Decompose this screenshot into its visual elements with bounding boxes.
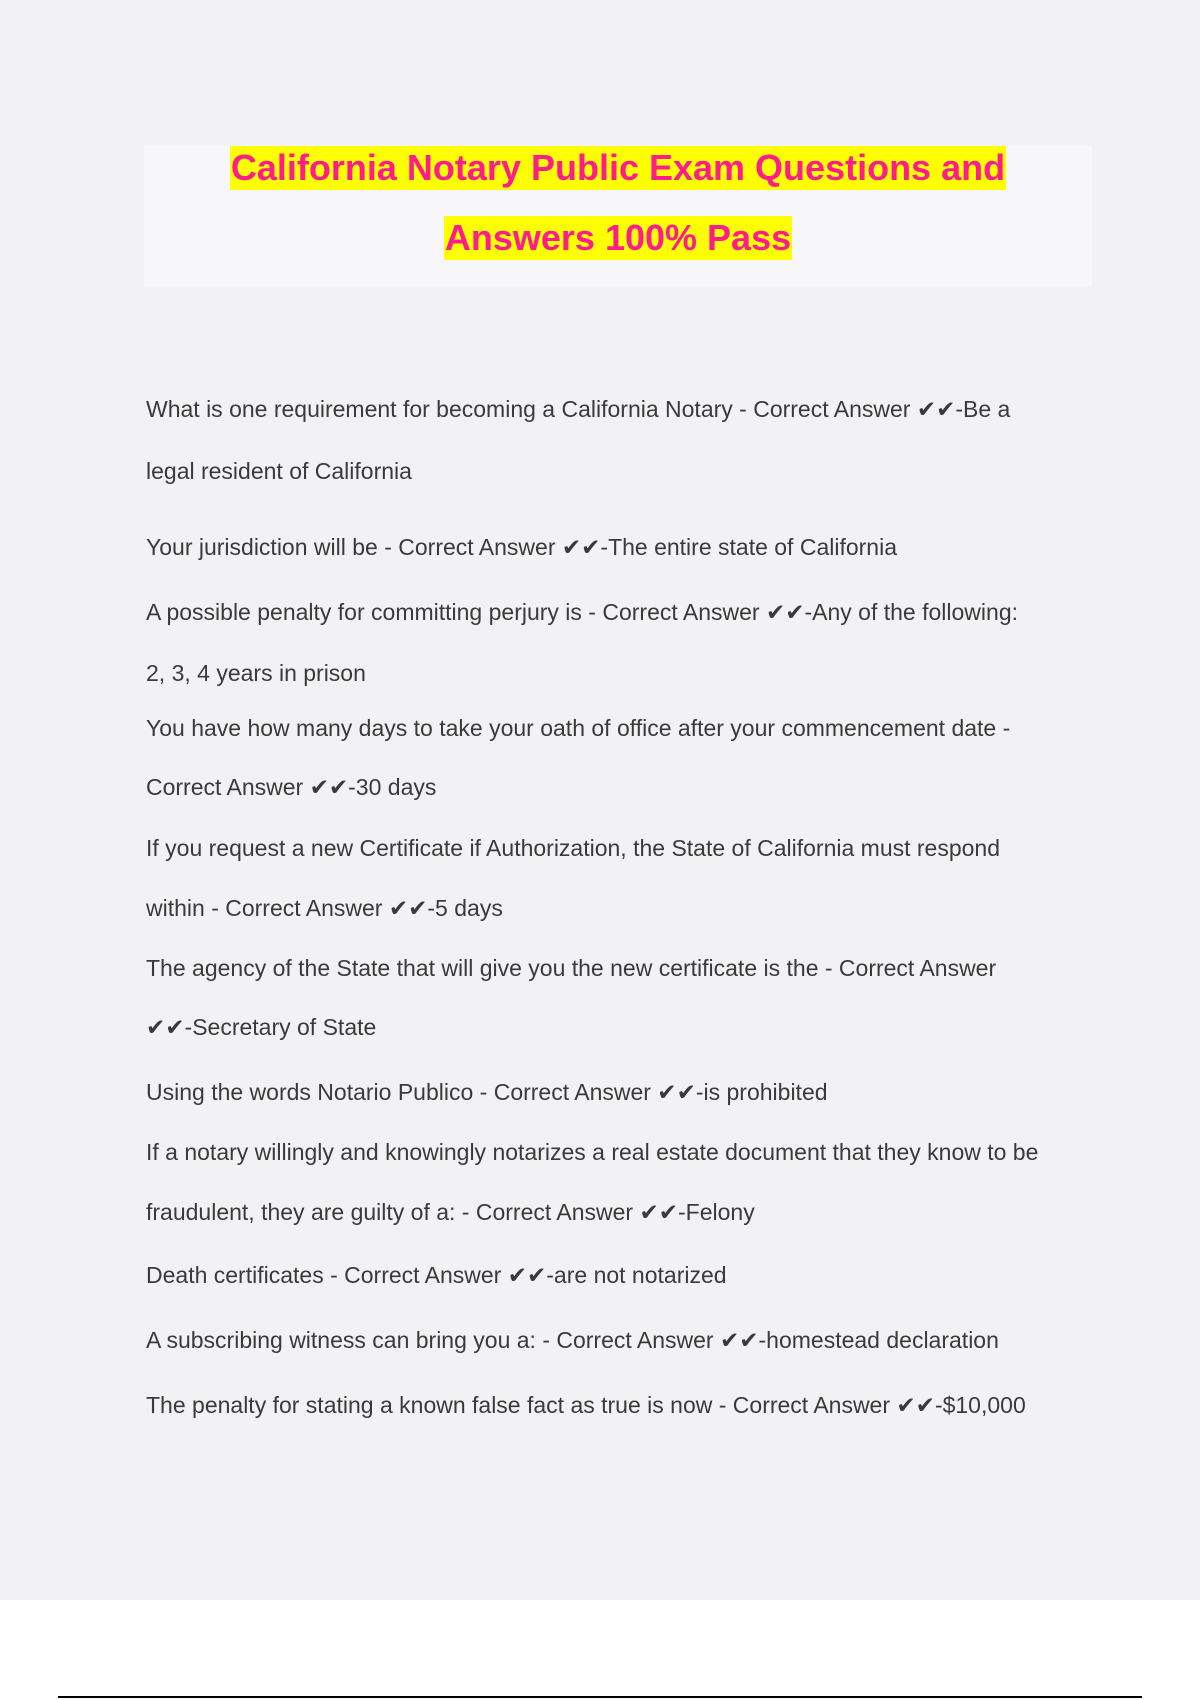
title-box bbox=[144, 146, 1092, 286]
qa-line: If a notary willingly and knowingly notarizes a real estate document that they know to be bbox=[146, 1139, 1039, 1165]
qa-line: Death certificates - Correct Answer ✔✔-are not notarized bbox=[146, 1262, 727, 1288]
title-line-1: California Notary Public Exam Questions and bbox=[230, 147, 1006, 188]
footer-rule bbox=[58, 1696, 1142, 1698]
qa-line: The penalty for stating a known false fact as true is now - Correct Answer ✔✔-$10,000 bbox=[146, 1392, 1026, 1418]
qa-line: 2, 3, 4 years in prison bbox=[146, 660, 366, 686]
qa-line: Your jurisdiction will be - Correct Answer ✔✔-The entire state of California bbox=[146, 534, 897, 560]
qa-line: fraudulent, they are guilty of a: - Correct Answer ✔✔-Felony bbox=[146, 1199, 755, 1225]
title-line-2: Answers 100% Pass bbox=[444, 217, 792, 258]
qa-line: If you request a new Certificate if Authorization, the State of California must respond bbox=[146, 835, 1001, 861]
qa-line: ✔✔-Secretary of State bbox=[146, 1014, 377, 1040]
qa-line: You have how many days to take your oath of office after your commencement date - bbox=[146, 715, 1011, 741]
qa-line: within - Correct Answer ✔✔-5 days bbox=[146, 895, 503, 921]
qa-line: legal resident of California bbox=[146, 458, 412, 484]
qa-line: Using the words Notario Publico - Correct Answer ✔✔-is prohibited bbox=[146, 1079, 828, 1105]
qa-line: What is one requirement for becoming a California Notary - Correct Answer ✔✔-Be a bbox=[146, 396, 1011, 422]
qa-line: Correct Answer ✔✔-30 days bbox=[146, 774, 437, 800]
qa-line: A possible penalty for committing perjury is - Correct Answer ✔✔-Any of the following: bbox=[146, 599, 1019, 625]
qa-line: A subscribing witness can bring you a: - Correct Answer ✔✔-homestead declaration bbox=[146, 1327, 999, 1353]
qa-line: The agency of the State that will give you the new certificate is the - Correct Answer bbox=[146, 955, 997, 981]
